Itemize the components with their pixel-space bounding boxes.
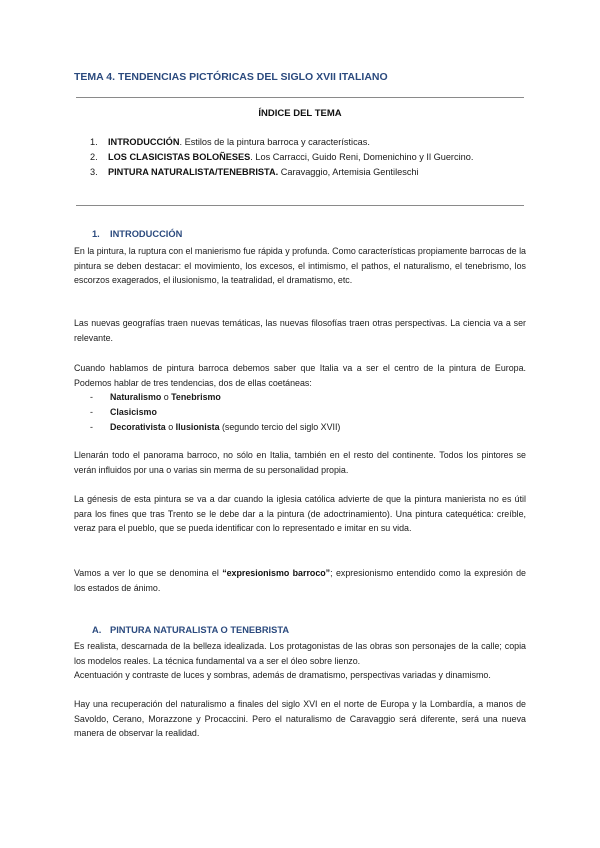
paragraph: Las nuevas geografías traen nuevas temáticas, las nuevas filosofías traen otras perspectivas. La ciencia va a ser relevante. [74, 318, 526, 343]
paragraph: Llenarán todo el panorama barroco, no sólo en Italia, también en el resto del continente. Todos los pintores se verán influidos por una o varias sin merma de su personalidad propia. [74, 450, 526, 475]
document-title: TEMA 4. TENDENCIAS PICTÓRICAS DEL SIGLO XVII ITALIANO [74, 71, 388, 83]
index-title: ÍNDICE DEL TEMA [258, 108, 342, 119]
toc-item: 1. INTRODUCCIÓN. Estilos de la pintura barroca y características. [90, 137, 370, 147]
section-heading-introduccion: 1. INTRODUCCIÓN [92, 229, 183, 239]
toc-item: 3. PINTURA NATURALISTA/TENEBRISTA. Caravaggio, Artemisia Gentileschi [90, 167, 419, 177]
paragraph: Acentuación y contraste de luces y sombras, además de dramatismo, perspectivas variadas y dinamismo. [74, 670, 491, 680]
divider [76, 205, 524, 206]
paragraph: En la pintura, la ruptura con el manierismo fue rápida y profunda. Como características propiamente barrocas de la pintura se deben destacar: el movimiento, los excesos, el intimismo, el pathos, el naturalismo, el tenebrismo, los escorzos exagerados, el ilusionismo, la teatralidad, el dramatismo, etc. [74, 246, 526, 286]
list-item: - Decorativista o Ilusionista (segundo tercio del siglo XVII) [90, 421, 341, 432]
section-heading-naturalista: A. PINTURA NATURALISTA O TENEBRISTA [92, 625, 290, 635]
list-item: - Clasicismo [90, 406, 157, 417]
paragraph: La génesis de esta pintura se va a dar cuando la iglesia católica advierte de que la pintura manierista no es útil para los fines que tras Trento se le debe dar a la pintura (de adoctrinamiento). Una pintura catequética: creíble, veraz para el pueblo, que se pueda identificar con lo representado e imitar en su vida. [74, 494, 526, 534]
paragraph: Hay una recuperación del naturalismo a finales del siglo XVI en el norte de Europa y la Lombardía, a manos de Savoldo, Cerano, Morazzone y Procaccini. Pero el naturalismo de Caravaggio será diferente, será una nueva manera de observar la realidad. [74, 699, 526, 739]
paragraph: Vamos a ver lo que se denomina el “expresionismo barroco”; expresionismo entendido como la expresión de los estados de ánimo. [74, 568, 526, 593]
table-of-contents [90, 137, 473, 182]
divider [76, 97, 524, 98]
paragraph: Es realista, descarnada de la belleza idealizada. Los protagonistas de las obras son personajes de la calle; copia los modelos reales. La técnica fundamental va a ser el óleo sobre lienzo. [74, 641, 526, 666]
toc-item: 2. LOS CLASICISTAS BOLOÑESES. Los Carracci, Guido Reni, Domenichino y Il Guercino. [90, 152, 474, 162]
tendencies-list [90, 390, 340, 434]
list-item: - Naturalismo o Tenebrismo [90, 392, 221, 402]
paragraph: Cuando hablamos de pintura barroca debemos saber que Italia va a ser el centro de la pintura de Europa. Podemos hablar de tres tendencias, dos de ellas coetáneas: [74, 363, 526, 388]
